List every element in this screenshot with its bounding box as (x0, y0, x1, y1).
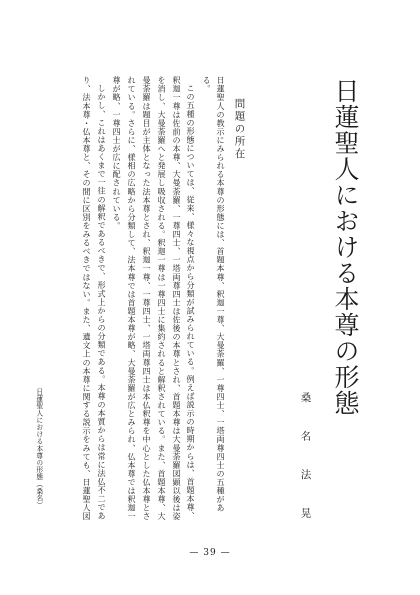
body-line: この五種の形態については、従来、様々な視点から分類が試みられている。例えば説示の時期からは、首題本尊、 (186, 84, 197, 521)
body-line: 日蓮聖人の教示にみられる本尊の形態には、首題本尊、釈迦一尊、大曼荼羅、一尊四士、一塔両尊四士の五種があ (216, 76, 227, 513)
running-footer: 日蓮聖人における本尊の形態（桑名） (34, 388, 43, 509)
page-number: — 39 — (189, 548, 231, 558)
body-line: る。 (202, 76, 213, 94)
body-line: 曼荼羅は題目が主体となった法本尊とされ、釈迦一尊、一尊四士、一塔両尊四士は本仏釈尊を中心とした仏本尊とさ (142, 76, 153, 521)
body-line: れている。さらに、様相の広略から分類して、法本尊では首題本尊が略、大曼荼羅が広とみられ、仏本尊では釈迦一 (127, 76, 138, 521)
body-line: 釈迦一尊は佐前の本尊、大曼荼羅、一尊四士、一塔両尊四士は佐後の本尊とされ、首題本尊は大曼荼羅図顕以後は姿 (172, 76, 183, 521)
body-line: しかし、これはあくまで一往の解釈であるべきで、形式上からの分類である。本尊の本質からは常に法仏不二であ (97, 84, 108, 521)
body-line: を消し、大曼荼羅へと発展し吸収される。釈迦一尊は一尊四士に集約されると解釈されている。また、首題本尊、大 (157, 76, 168, 521)
section-heading: 問題の所在 (233, 98, 246, 161)
author-name: 桑名法晃 (299, 392, 312, 546)
body-line: 尊が略、一尊四士が広に配されている。 (112, 76, 123, 230)
article-title: 日蓮聖人における本尊の形態 (331, 78, 360, 416)
body-line: り、法本尊・仏本尊と、その間に区別をみるべきではない。また、遺文上の本尊に関する説示をみても、日蓮聖人図 (82, 76, 93, 521)
